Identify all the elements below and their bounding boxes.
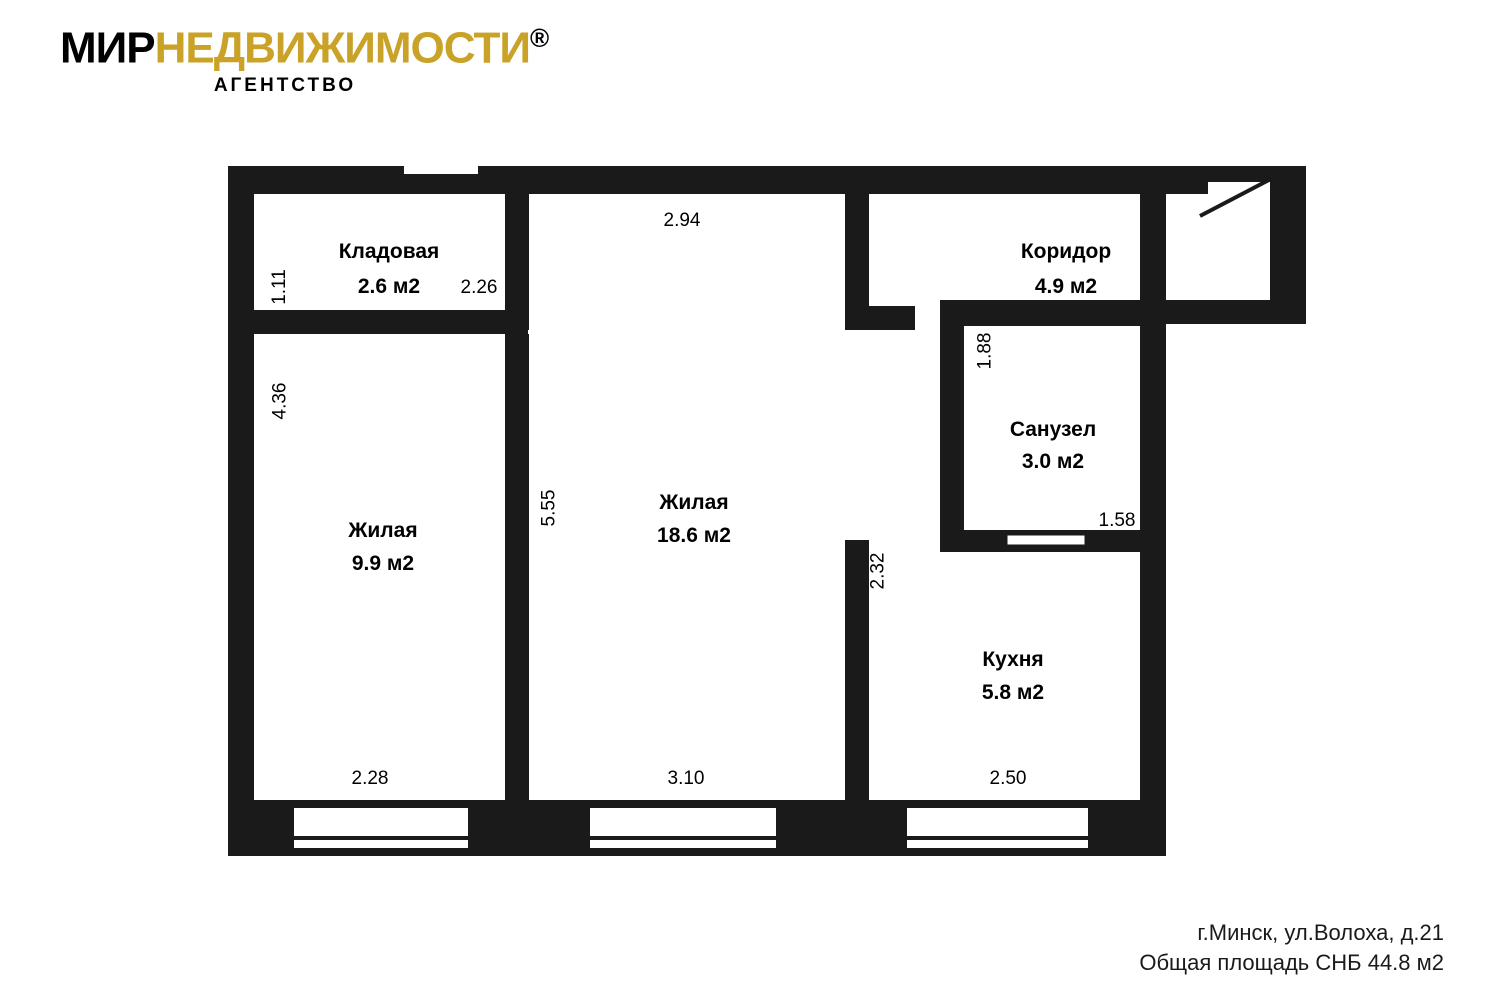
room-area-kuhnya: 5.8 м2 <box>981 681 1045 704</box>
room-area-zhilaya-large: 18.6 м2 <box>657 524 731 547</box>
dimension-kladovaya-left: 1.11 <box>268 269 290 305</box>
dimension-kitchen-left: 2.32 <box>867 552 889 590</box>
dimension-bottom-left: 2.28 <box>351 768 389 789</box>
logo-subtitle: АГЕНТСТВО <box>213 74 357 96</box>
dimension-left-room-height: 4.36 <box>269 382 291 420</box>
room-area-kladovaya: 2.6 м2 <box>357 275 421 298</box>
dimension-center-partition: 5.55 <box>538 489 560 527</box>
dimension-bottom-center: 3.10 <box>667 768 705 789</box>
dimension-kladovaya-bottom: 2.26 <box>460 277 498 298</box>
logo-text-nedvizhimosti: НЕДВИЖИМОСТИ <box>154 23 530 73</box>
logo-text-mir: МИР <box>60 23 155 73</box>
room-label-koridor: Коридор <box>1020 240 1112 263</box>
room-area-zhilaya-small: 9.9 м2 <box>351 552 415 575</box>
room-label-zhilaya-small: Жилая <box>348 519 418 542</box>
room-area-sanuzel: 3.0 м2 <box>1021 450 1085 473</box>
room-label-kladovaya: Кладовая <box>338 240 440 263</box>
room-label-sanuzel: Санузел <box>1009 418 1097 441</box>
dimension-sanuzel-bottom: 1.58 <box>1098 510 1136 531</box>
dimension-bottom-right: 2.50 <box>989 768 1027 789</box>
room-label-kuhnya: Кухня <box>982 648 1044 671</box>
room-area-koridor: 4.9 м2 <box>1034 275 1098 298</box>
plan-walls <box>228 166 1306 856</box>
footer <box>1139 918 1444 978</box>
footer-total-area: Общая площадь СНБ 44.8 м2 <box>1139 950 1444 975</box>
room-label-zhilaya-large: Жилая <box>659 491 729 514</box>
dimension-top-center: 2.94 <box>663 210 701 231</box>
footer-address: г.Минск, ул.Волоха, д.21 <box>1197 920 1444 945</box>
dimension-sanuzel-left: 1.88 <box>974 332 996 370</box>
registered-trademark-icon: ® <box>529 23 549 53</box>
